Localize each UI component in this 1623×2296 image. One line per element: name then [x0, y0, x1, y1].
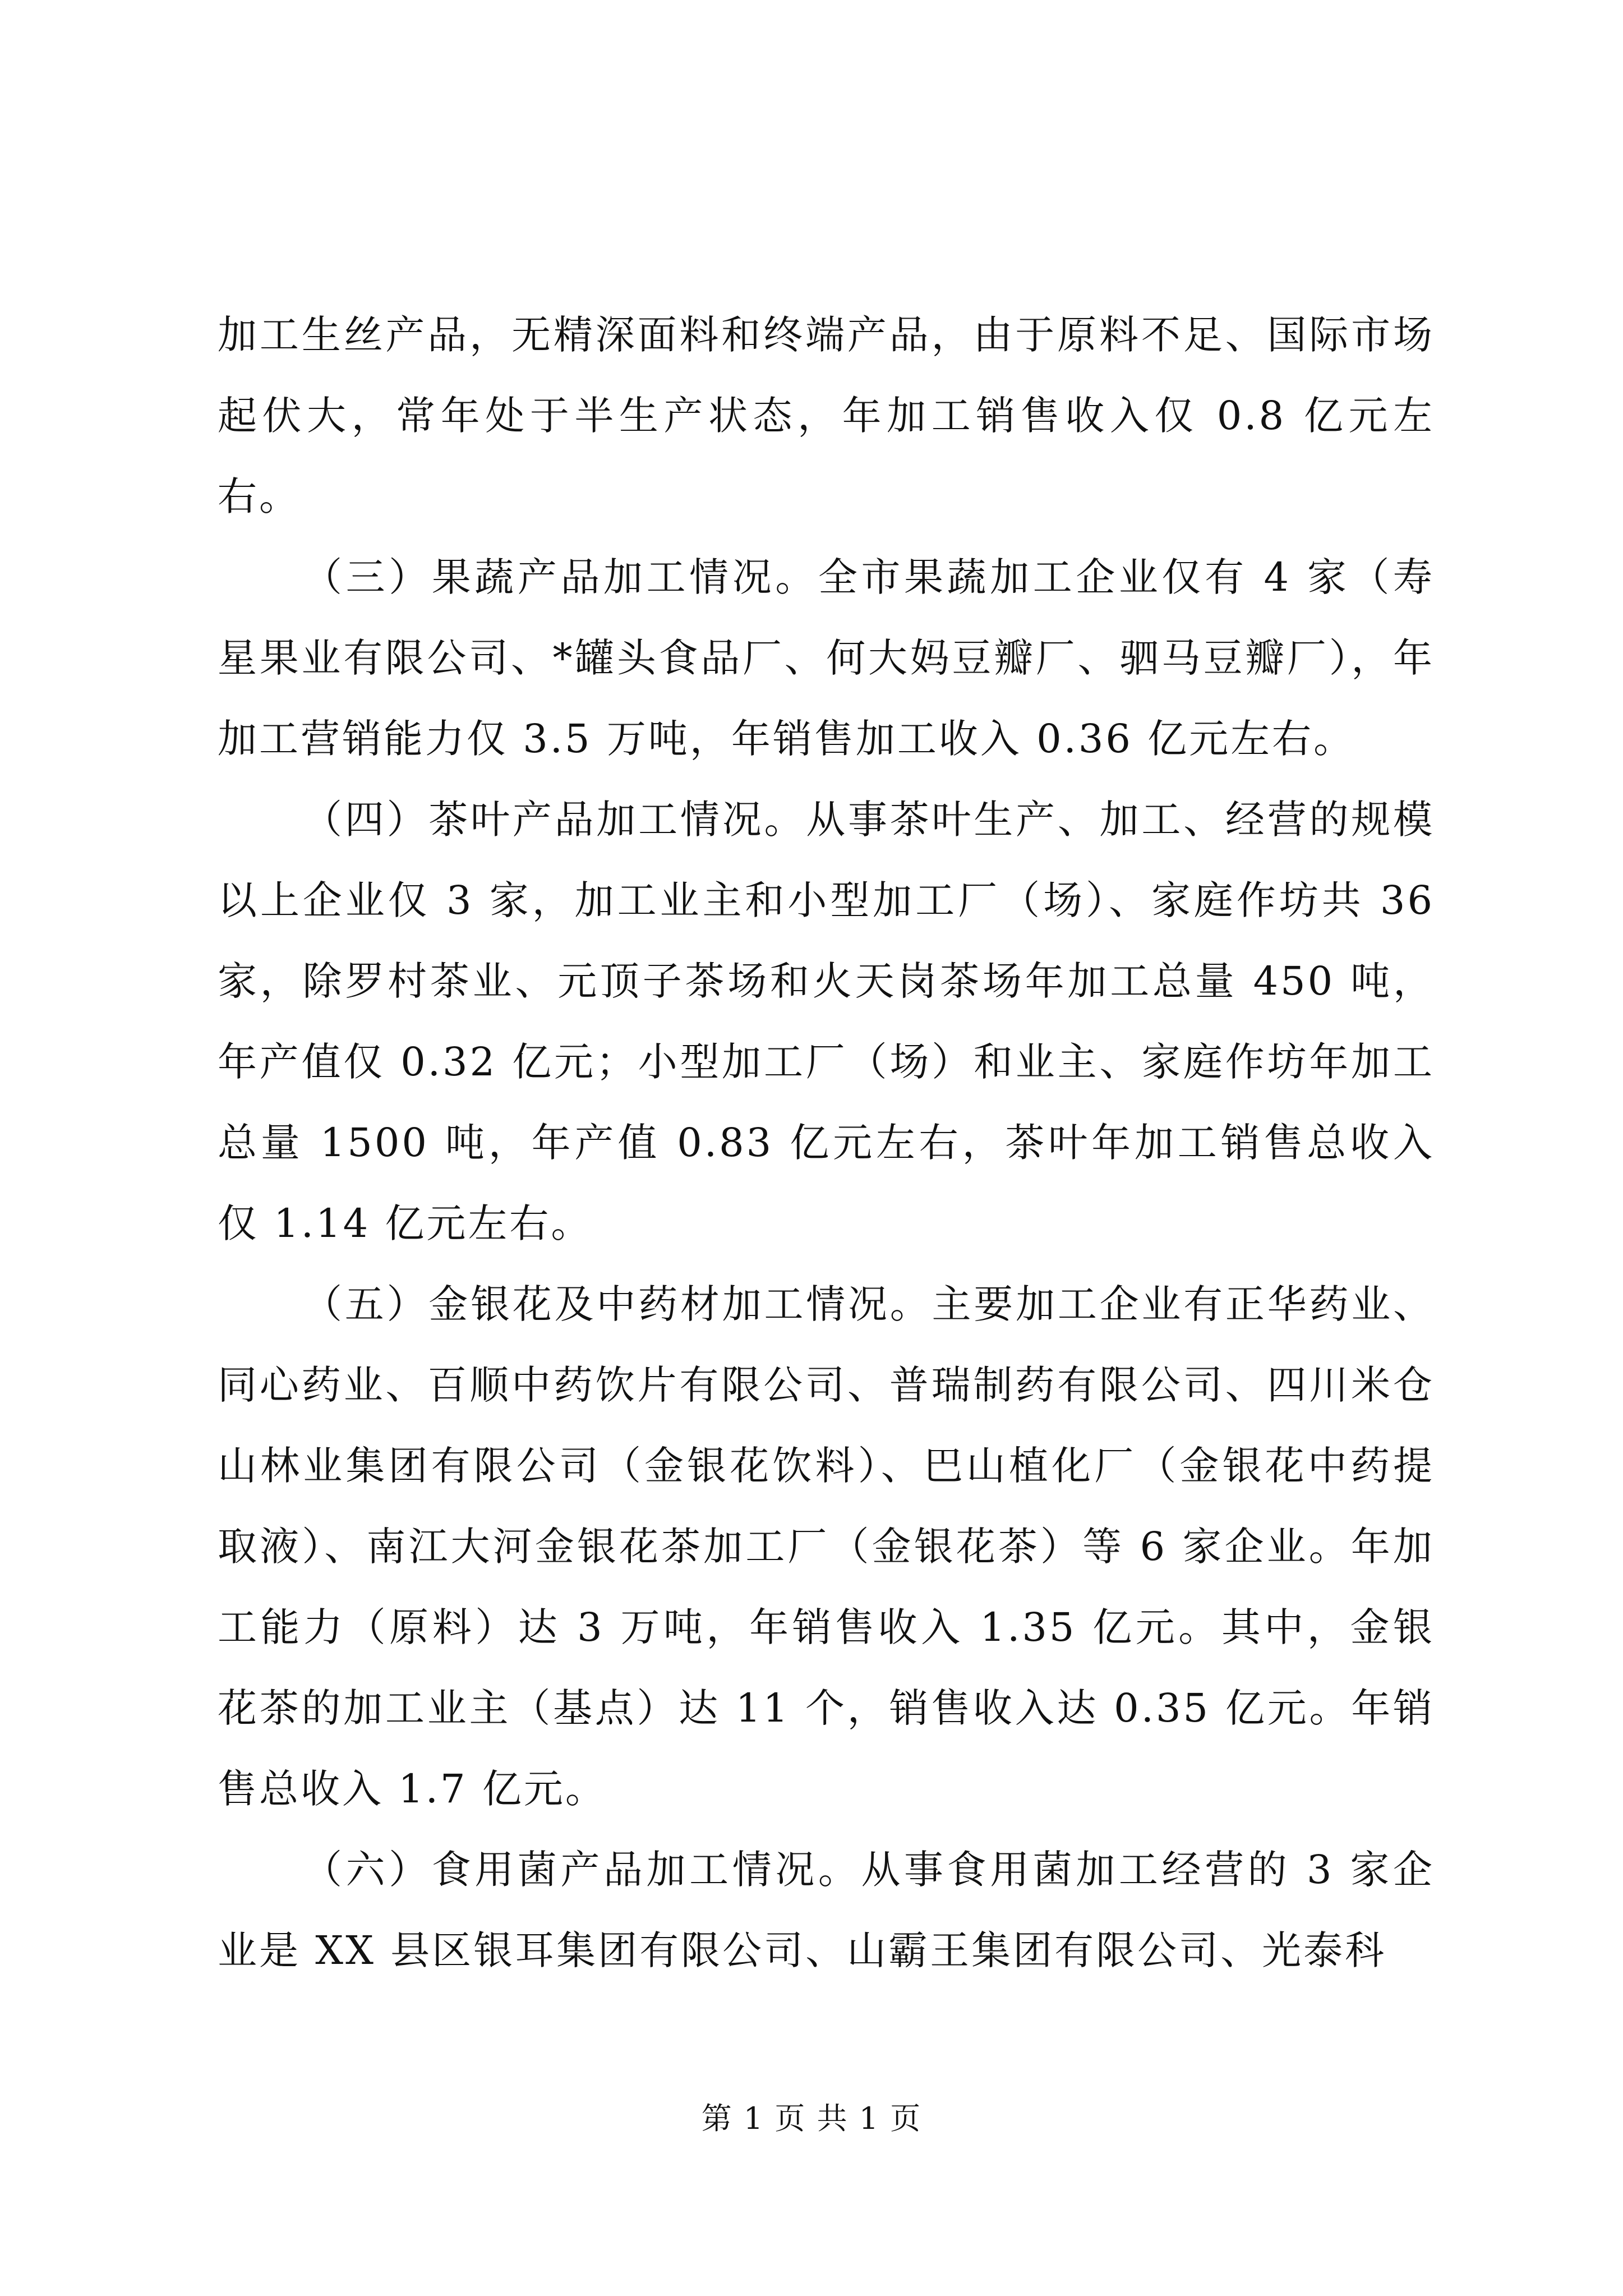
paragraph-raw-silk-continued: 加工生丝产品，无精深面料和终端产品，由于原料不足、国际市场起伏大，常年处于半生产状态，年加工销售收入仅 0.8 亿元左右。 [218, 312, 1435, 519]
document-body [218, 295, 1435, 1991]
paragraph-edible-fungi-processing: （六）食用菌产品加工情况。从事食用菌加工经营的 3 家企业是 XX 县区银耳集团有限公司、山霸王集团有限公司、光泰科 [218, 1847, 1435, 1973]
paragraph-fruit-vegetable-processing: （三）果蔬产品加工情况。全市果蔬加工企业仅有 4 家（寿星果业有限公司、*罐头食品厂、何大妈豆瓣厂、驷马豆瓣厂），年加工营销能力仅 3.5 万吨，年销售加工收入 0.36 亿元左右。 [218, 554, 1435, 762]
paragraph-honeysuckle-herb-processing: （五）金银花及中药材加工情况。主要加工企业有正华药业、同心药业、百顺中药饮片有限公司、普瑞制药有限公司、四川米仓山林业集团有限公司（金银花饮料）、巴山植化厂（金银花中药提取液）、南江大河金银花茶加工厂（金银花茶）等 6 家企业。年加工能力（原料）达 3 万吨，年销售收入 1.35 亿元。其中，金银花茶的加工业主（基点）达 11 个，销售收入达 0.35 亿元。年销售总收入 1.7 亿元。 [218, 1281, 1435, 1812]
page-number-footer: 第 1 页 共 1 页 [701, 2101, 922, 2136]
paragraph-tea-processing: （四）茶叶产品加工情况。从事茶叶生产、加工、经营的规模以上企业仅 3 家，加工业主和小型加工厂（场）、家庭作坊共 36 家，除罗村茶业、元顶子茶场和火天岗茶场年加工总量 450 吨，年产值仅 0.32 亿元；小型加工厂（场）和业主、家庭作坊年加工总量 1500 吨，年产值 0.83 亿元左右，茶叶年加工销售总收入仅 1.14 亿元左右。 [218, 797, 1435, 1246]
